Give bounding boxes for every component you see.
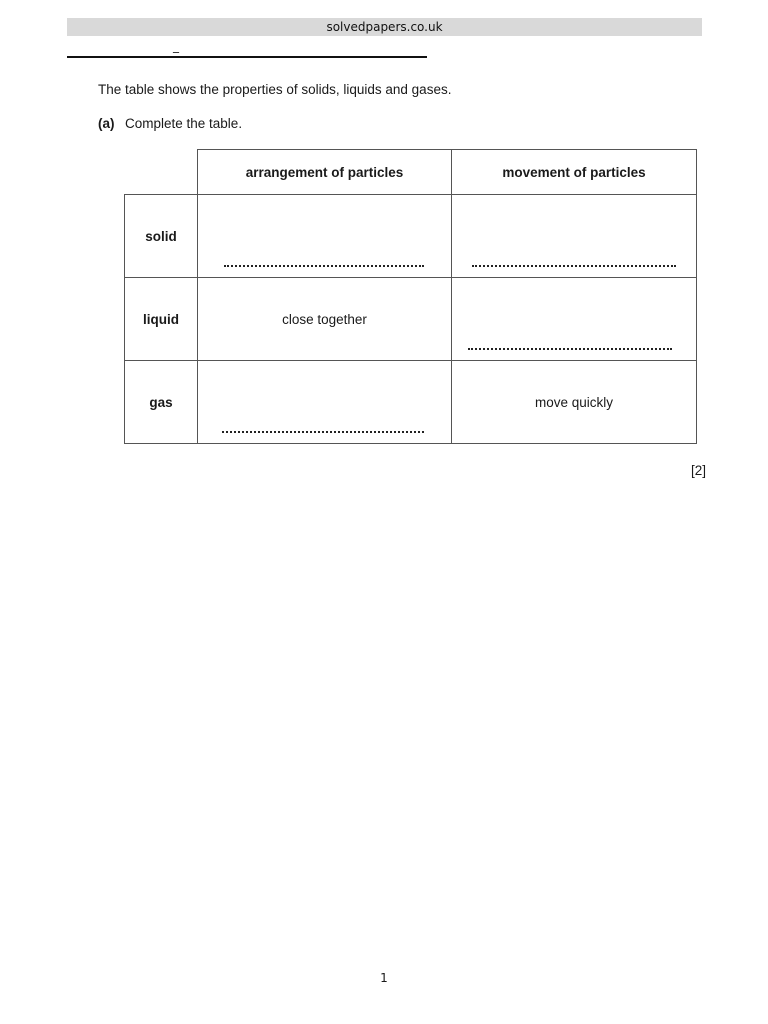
answer-line-dotted — [224, 265, 424, 267]
table-row-gas — [125, 361, 697, 444]
page-number: 1 — [380, 971, 388, 985]
liquid-movement-answer[interactable] — [452, 278, 697, 361]
header-dash: _ — [173, 39, 179, 53]
site-banner — [67, 18, 702, 36]
properties-table — [124, 149, 697, 444]
table-corner-cell — [125, 150, 198, 195]
header-rule — [67, 56, 427, 58]
column-header-arrangement: arrangement of particles — [198, 150, 452, 195]
gas-movement-cell — [452, 361, 697, 444]
marks-allocation: [2] — [691, 463, 707, 478]
part-instruction: Complete the table. — [125, 116, 243, 131]
part-label: (a) — [98, 116, 115, 131]
row-label-solid: solid — [125, 195, 198, 278]
row-label-liquid: liquid — [125, 278, 198, 361]
gas-arrangement-answer[interactable] — [198, 361, 452, 444]
liquid-arrangement-cell — [198, 278, 452, 361]
row-label-gas: gas — [125, 361, 198, 444]
solid-arrangement-answer[interactable] — [198, 195, 452, 278]
answer-line-dotted — [468, 348, 672, 350]
gas-movement-value: move quickly — [534, 394, 614, 410]
table-row-liquid — [125, 278, 697, 361]
answer-line-dotted — [472, 265, 676, 267]
site-name: solvedpapers.co.uk — [326, 20, 443, 34]
liquid-arrangement-value: close together — [282, 311, 367, 327]
answer-line-dotted — [222, 431, 424, 433]
table-header-row — [125, 150, 697, 195]
table-row-solid — [125, 195, 697, 278]
solid-movement-answer[interactable] — [452, 195, 697, 278]
question-intro: The table shows the properties of solids, liquids and gases. — [98, 82, 452, 97]
column-header-movement: movement of particles — [452, 150, 697, 195]
